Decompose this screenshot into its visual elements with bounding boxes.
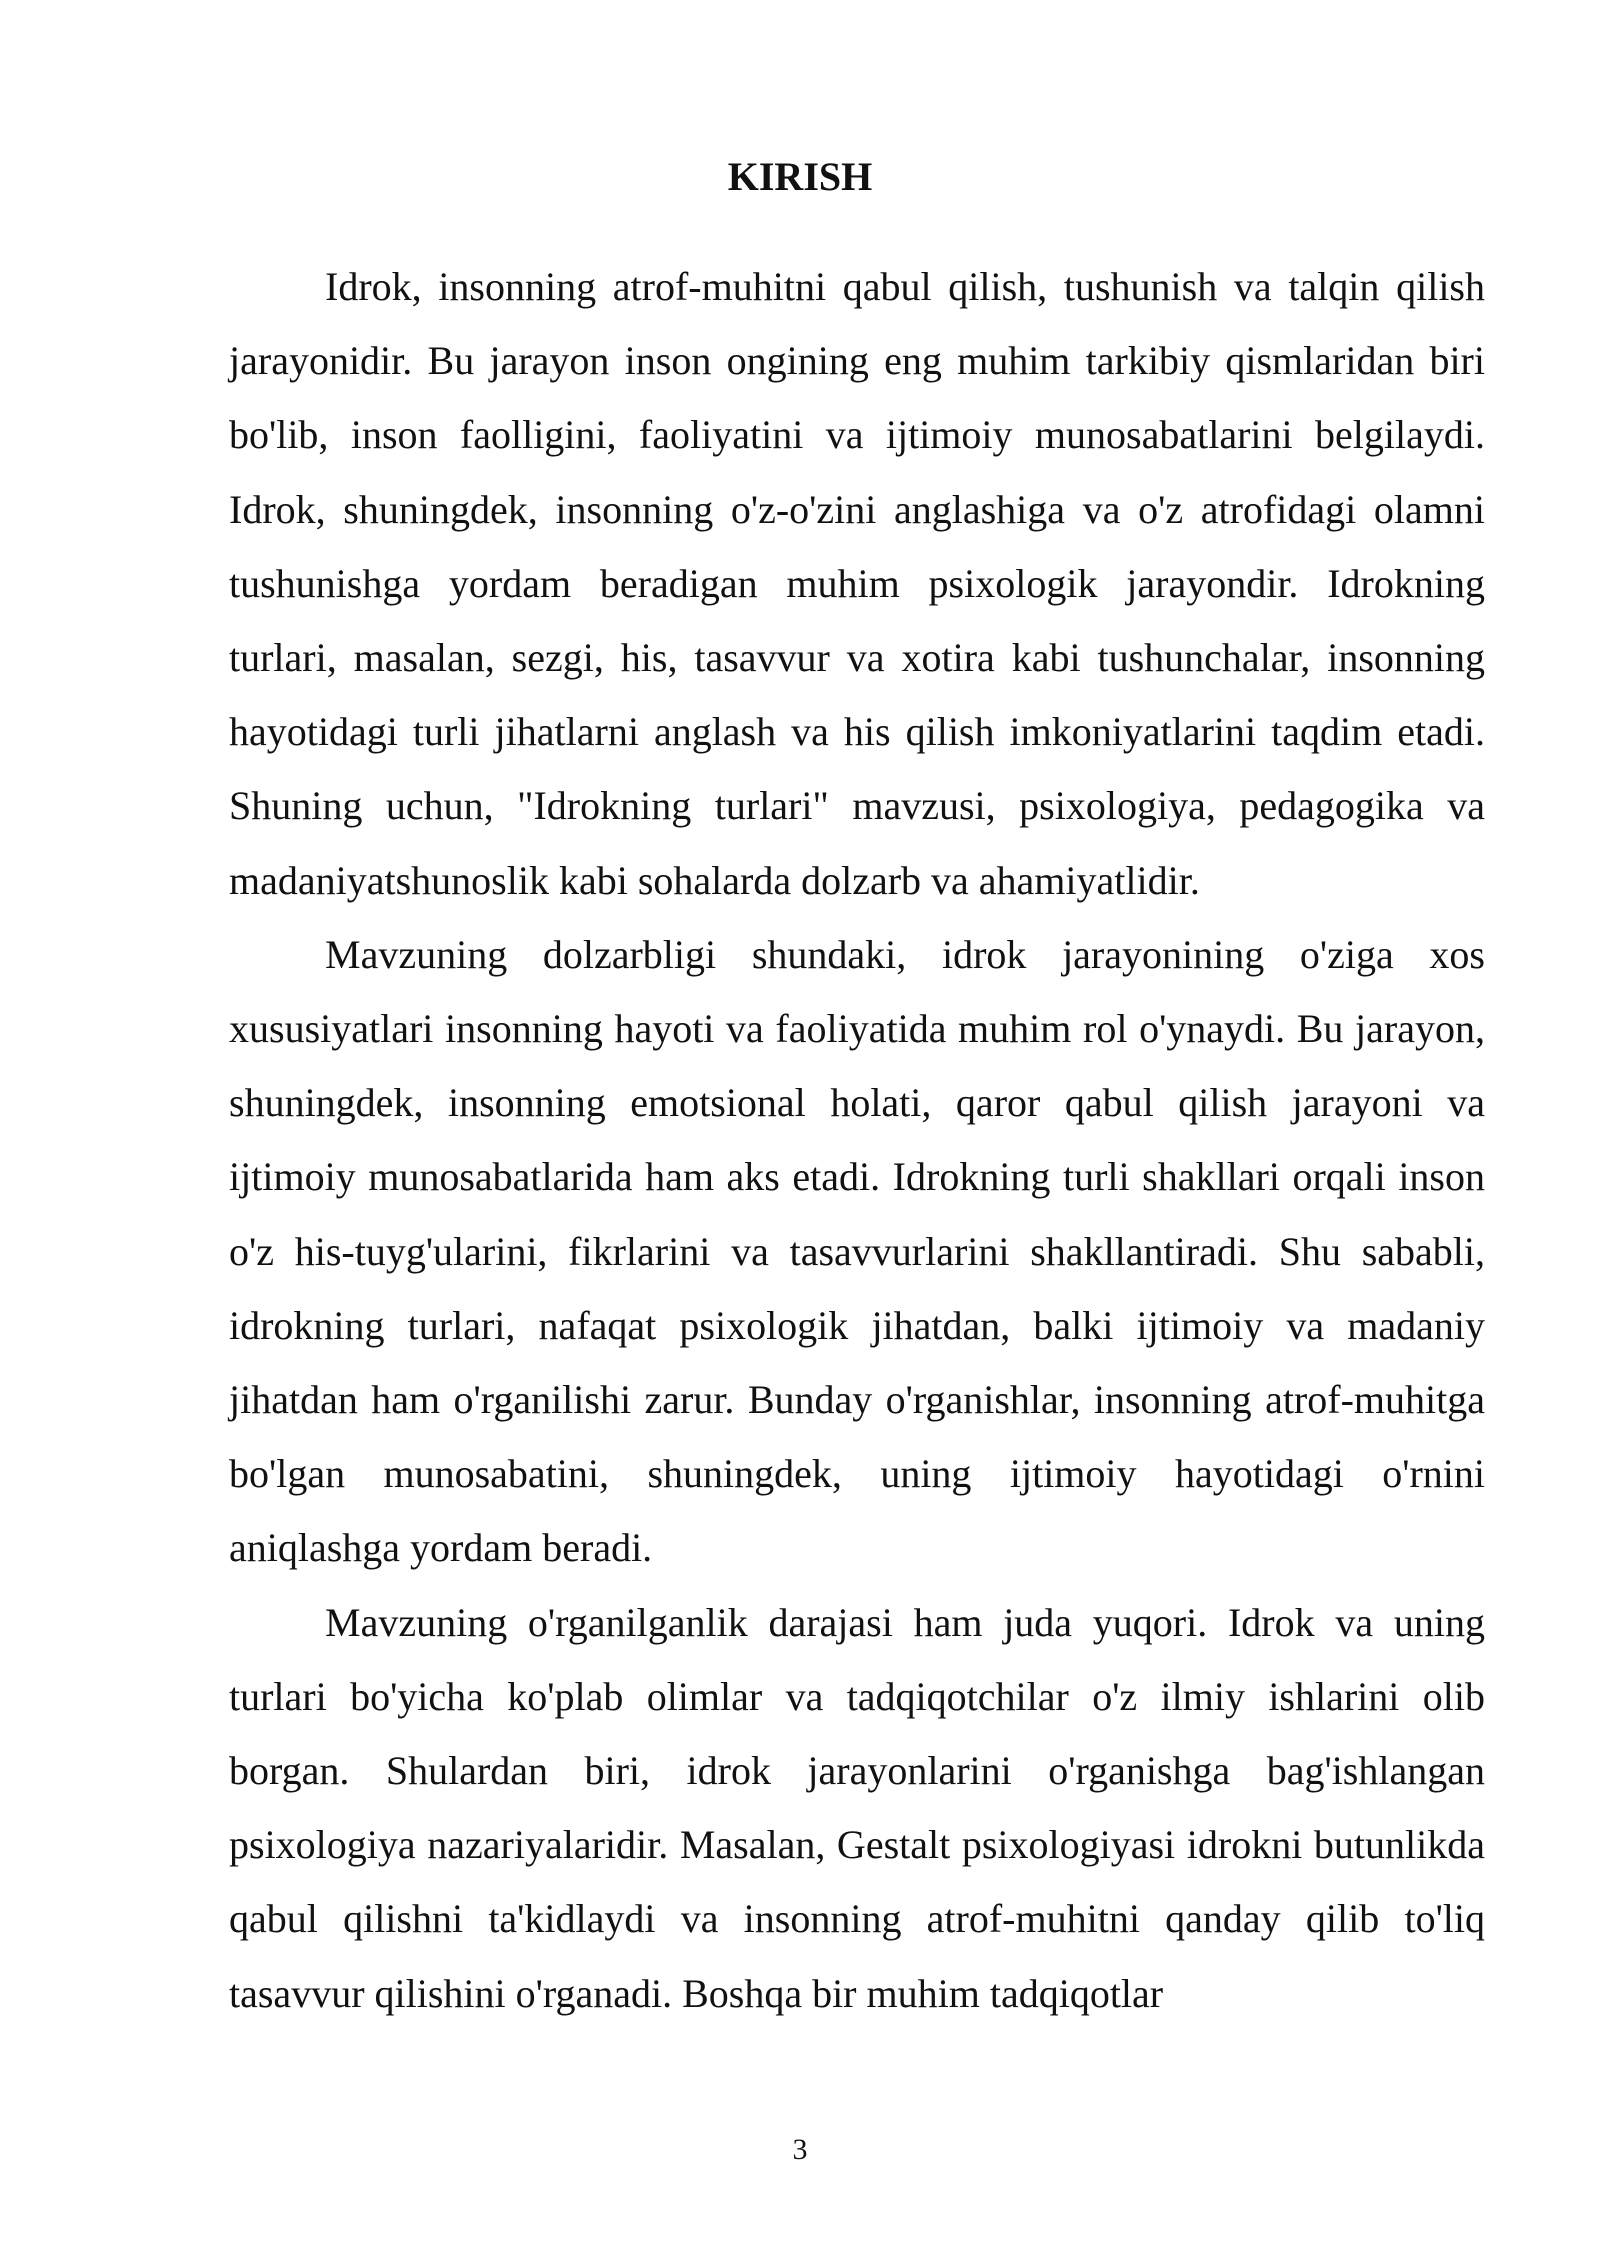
paragraph-relevance: Mavzuning dolzarbligi shundaki, idrok jarayonining o'ziga xos xususiyatlari insonning hayoti va faoliyatida muhim rol o'ynaydi. Bu jarayon, shuningdek, insonning emotsional holati, qaror qabul qilish jarayoni va ijtimoiy munosabatlarida ham aks etadi. Idrokning turli shakllari orqali inson o'z his-tuyg'ularini, fikrlarini va tasavvurlarini shakllantiradi. Shu sababli, idrokning turlari, nafaqat psixologik jihatdan, balki ijtimoiy va madaniy jihatdan ham o'rganilishi zarur. Bunday o'rganishlar, insonning atrof-muhitga bo'lgan munosabatini, shuningdek, uning ijtimoiy hayotidagi o'rnini aniqlashga yordam beradi. bbox=[229, 931, 1485, 1571]
paragraph-research-level: Mavzuning o'rganilganlik darajasi ham juda yuqori. Idrok va uning turlari bo'yicha ko'plab olimlar va tadqiqotchilar o'z ilmiy ishlarini olib borgan. Shulardan biri, idrok jarayonlarini o'rganishga bag'ishlangan psixologiya nazariyalaridir. Masalan, Gestalt psixologiyasi idrokni butunlikda qabul qilishni ta'kidlaydi va insonning atrof-muhitni qanday qilib to'liq tasavvur qilishini o'rganadi. Boshqa bir muhim tadqiqotlar bbox=[229, 1599, 1485, 2016]
paragraph-introduction: Idrok, insonning atrof-muhitni qabul qilish, tushunish va talqin qilish jarayonidir. Bu jarayon inson ongining eng muhim tarkibiy qismlaridan biri bo'lib, inson faolligini, faoliyatini va ijtimoiy munosabatlarini belgilaydi. Idrok, shuningdek, insonning o'z-o'zini anglashiga va o'z atrofidagi olamni tushunishga yordam beradigan muhim psixologik jarayondir. Idrokning turlari, masalan, sezgi, his, tasavvur va xotira kabi tushunchalar, insonning hayotidagi turli jihatlarni anglash va his qilish imkoniyatlarini taqdim etadi. Shuning uchun, "Idrokning turlari" mavzusi, psixologiya, pedagogika va madaniyatshunoslik kabi sohalarda dolzarb va ahamiyatlidir. bbox=[229, 264, 1485, 903]
body-text bbox=[229, 250, 1485, 2031]
page-number: 3 bbox=[792, 2133, 808, 2166]
section-heading: KIRISH bbox=[727, 154, 873, 199]
